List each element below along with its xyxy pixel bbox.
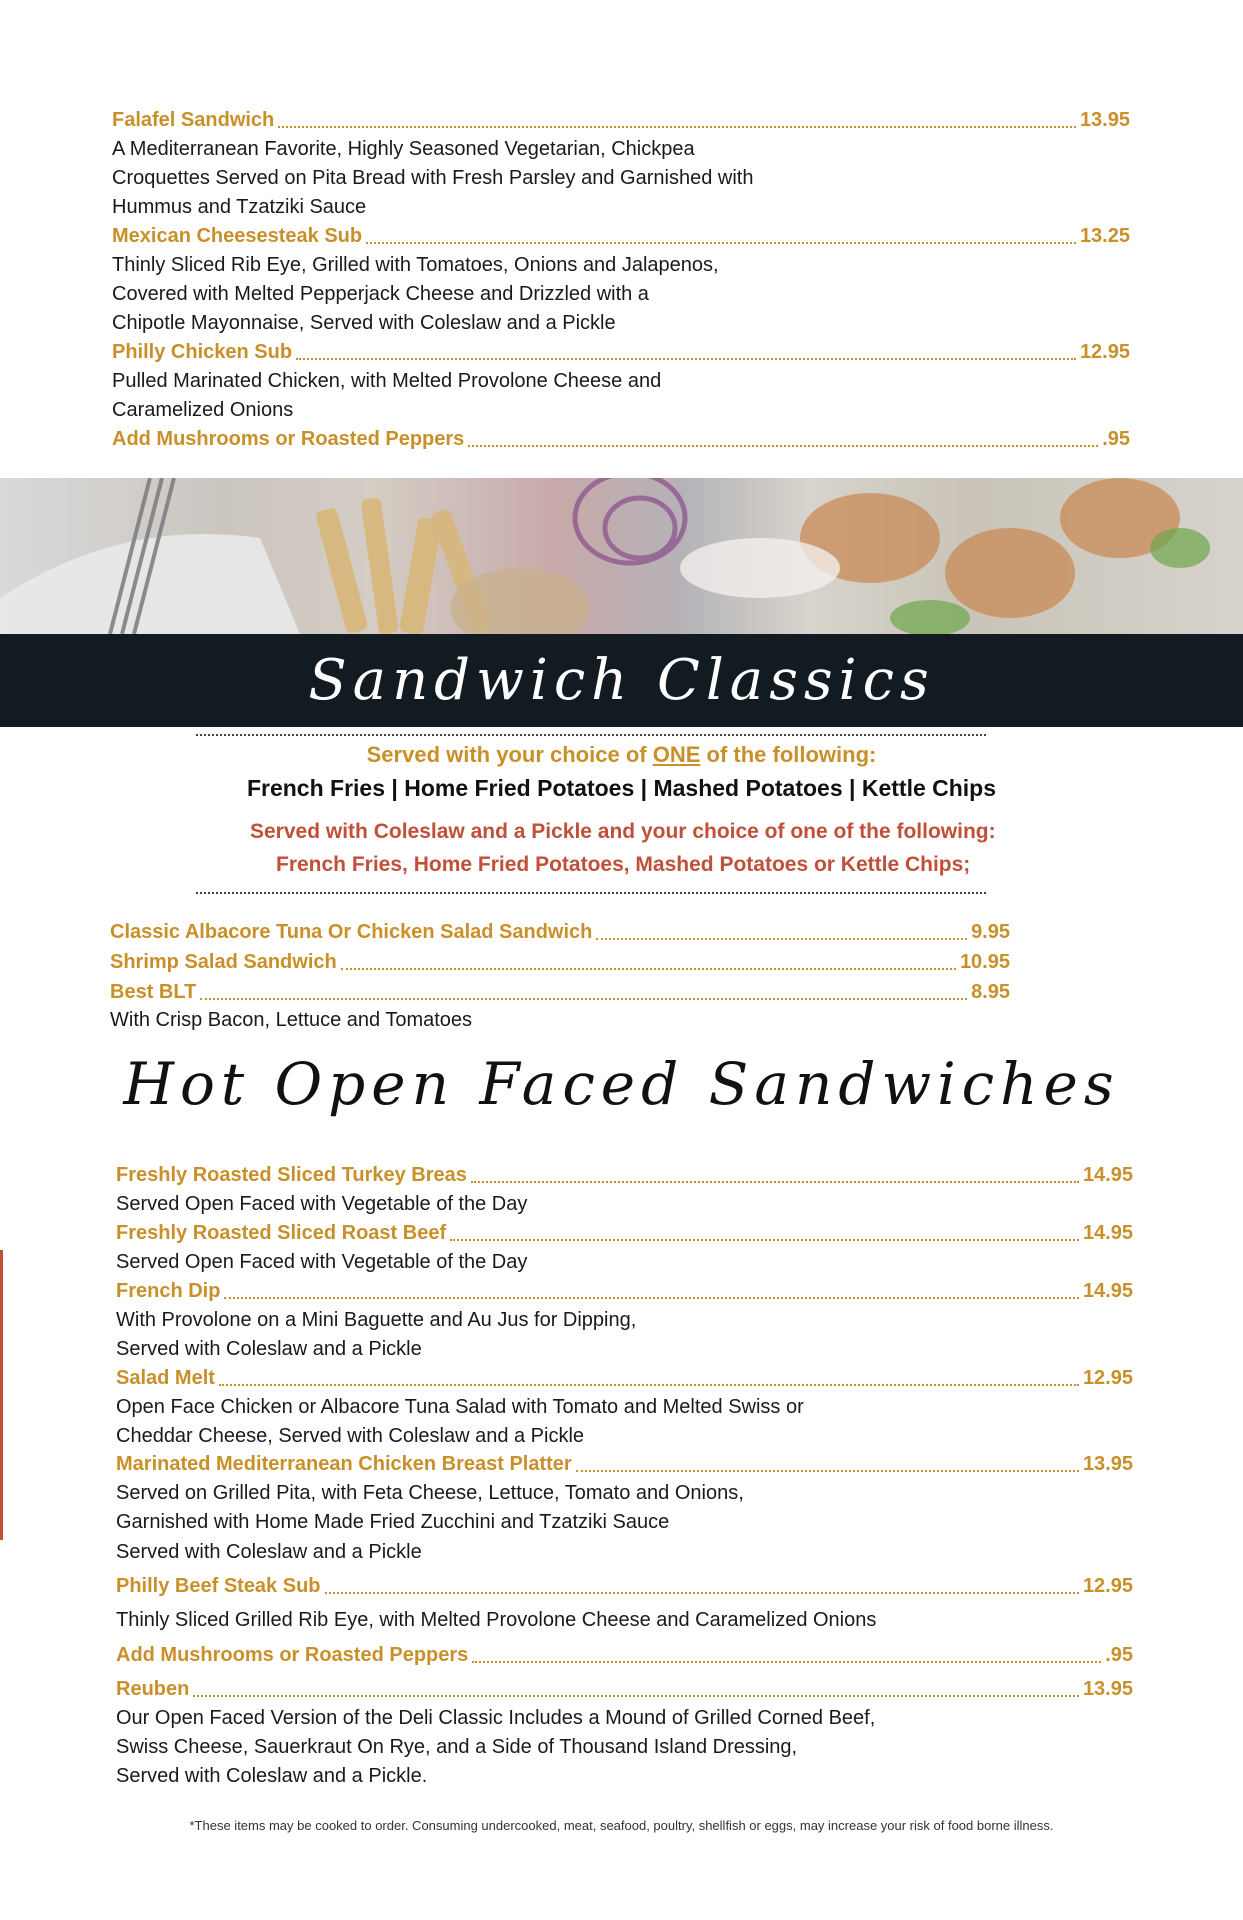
menu-item-mexican-cheesesteak-sub [112,222,1130,250]
item-name: Add Mushrooms or Roasted Peppers [116,1644,469,1666]
leader-dots [325,1592,1079,1594]
item-price: .95 [1102,428,1130,450]
item-price: 13.25 [1079,225,1130,247]
item-price: 12.95 [1082,1367,1133,1389]
leader-dots [278,126,1076,128]
item-description-extra: Served with Coleslaw and a Pickle [116,1541,422,1563]
leader-dots [219,1384,1079,1386]
leader-dots [471,1181,1079,1183]
item-price: 12.95 [1082,1575,1133,1597]
item-description: Our Open Faced Version of the Deli Classic Includes a Mound of Grilled Corned Beef, Swiss Cheese, Sauerkraut On Rye, and a Side of Thousand Island Dressing, Served with Coleslaw and a Pickle. [116,1707,876,1787]
menu-item-classic-albacore-tuna [110,918,1010,946]
leader-dots [341,968,956,970]
menu-item-mediterranean-chicken-platter [116,1450,1133,1478]
leader-dots [193,1695,1079,1697]
served-with-text-1: Served with your choice of [366,742,653,767]
menu-item-add-mushrooms-2 [116,1641,1133,1669]
item-description: With Crisp Bacon, Lettuce and Tomatoes [110,1009,473,1031]
item-name: Freshly Roasted Sliced Roast Beef [116,1222,447,1244]
menu-item-roast-beef [116,1219,1133,1247]
item-price: 13.95 [1079,109,1130,131]
item-description: Served Open Faced with Vegetable of the Day [116,1251,528,1273]
item-name: Philly Chicken Sub [112,341,293,363]
leader-dots [224,1297,1078,1299]
menu-item-philly-beef-steak-sub [116,1572,1133,1600]
footer-disclaimer: *These items may be cooked to order. Consuming undercooked, meat, seafood, poultry, shellfish or eggs, may increase your risk of food borne illness. [189,1818,1054,1833]
item-name: Best BLT [110,981,197,1003]
section-banner [0,634,1243,727]
item-price: 14.95 [1082,1280,1133,1302]
food-photo [0,478,1243,634]
served-with-one: ONE [652,742,701,767]
menu-item-falafel-sandwich [112,106,1130,134]
item-price: 9.95 [971,921,1010,943]
dotted-divider [196,734,986,736]
item-description: With Provolone on a Mini Baguette and Au Jus for Dipping, Served with Coleslaw and a Pickle [116,1309,637,1360]
served-with-text-2: of the following: [700,742,877,767]
item-price: 14.95 [1082,1164,1133,1186]
item-description: Open Face Chicken or Albacore Tuna Salad with Tomato and Melted Swiss or Cheddar Cheese, Served with Coleslaw and a Pickle [116,1396,804,1447]
dotted-divider [196,892,986,894]
section-title: Sandwich Classics [308,648,935,713]
leader-dots [366,242,1076,244]
item-description: Served on Grilled Pita, with Feta Cheese, Lettuce, Tomato and Onions, Garnished with Home Made Fried Zucchini and Tzatziki Sauce [116,1482,744,1533]
item-name: Philly Beef Steak Sub [116,1575,321,1597]
item-description: Pulled Marinated Chicken, with Melted Provolone Cheese and Caramelized Onions [112,370,662,421]
item-name: Falafel Sandwich [112,109,275,131]
leader-dots [296,358,1076,360]
item-price: 8.95 [971,981,1010,1003]
item-name: Freshly Roasted Sliced Turkey Breas [116,1164,467,1186]
item-name: Classic Albacore Tuna Or Chicken Salad Sandwich [110,921,593,943]
item-price: 13.95 [1082,1678,1133,1700]
item-name: Mexican Cheesesteak Sub [112,225,363,247]
served-with-line [0,742,1243,768]
item-description: Thinly Sliced Grilled Rib Eye, with Melted Provolone Cheese and Caramelized Onions [116,1609,877,1631]
item-name: Marinated Mediterranean Chicken Breast Platter [116,1453,572,1475]
served-alt-line-2: French Fries, Home Fried Potatoes, Mashed Potatoes or Kettle Chips; [276,853,971,876]
item-price: 14.95 [1082,1222,1133,1244]
item-description: A Mediterranean Favorite, Highly Seasoned Vegetarian, Chickpea Croquettes Served on Pita Bread with Fresh Parsley and Garnished with Hummus and Tzatziki Sauce [112,138,754,218]
item-description: Thinly Sliced Rib Eye, Grilled with Tomatoes, Onions and Jalapenos, Covered with Melted Pepperjack Cheese and Drizzled with a Chipotle Mayonnaise, Served with Coleslaw and a Pickle [112,254,719,334]
item-name: Shrimp Salad Sandwich [110,951,337,973]
menu-item-salad-melt [116,1364,1133,1392]
edge-accent [0,1250,3,1540]
menu-item-philly-chicken-sub [112,338,1130,366]
item-name: French Dip [116,1280,221,1302]
leader-dots [468,445,1098,447]
item-name: Add Mushrooms or Roasted Peppers [112,428,465,450]
menu-item-add-mushrooms [112,425,1130,453]
item-price: .95 [1105,1644,1133,1666]
served-alt-line-1: Served with Coleslaw and a Pickle and your choice of one of the following: [250,820,996,843]
item-price: 12.95 [1079,341,1130,363]
item-name: Salad Melt [116,1367,215,1389]
leader-dots [596,938,967,940]
leader-dots [472,1661,1101,1663]
leader-dots [576,1470,1079,1472]
leader-dots [200,998,967,1000]
item-description: Served Open Faced with Vegetable of the Day [116,1193,528,1215]
item-price: 13.95 [1082,1453,1133,1475]
food-photo-illustration [0,478,1243,634]
item-name: Reuben [116,1678,190,1700]
item-price: 10.95 [959,951,1010,973]
menu-item-reuben [116,1675,1133,1703]
leader-dots [450,1239,1079,1241]
menu-item-best-blt [110,978,1010,1006]
section-title: Hot Open Faced Sandwiches [123,1050,1120,1118]
sides-line: French Fries | Home Fried Potatoes | Mashed Potatoes | Kettle Chips [246,775,997,801]
menu-item-shrimp-salad-sandwich [110,948,1010,976]
section-title-hot-open [0,1050,1243,1140]
menu-item-french-dip [116,1277,1133,1305]
menu-item-turkey-breast [116,1161,1133,1189]
